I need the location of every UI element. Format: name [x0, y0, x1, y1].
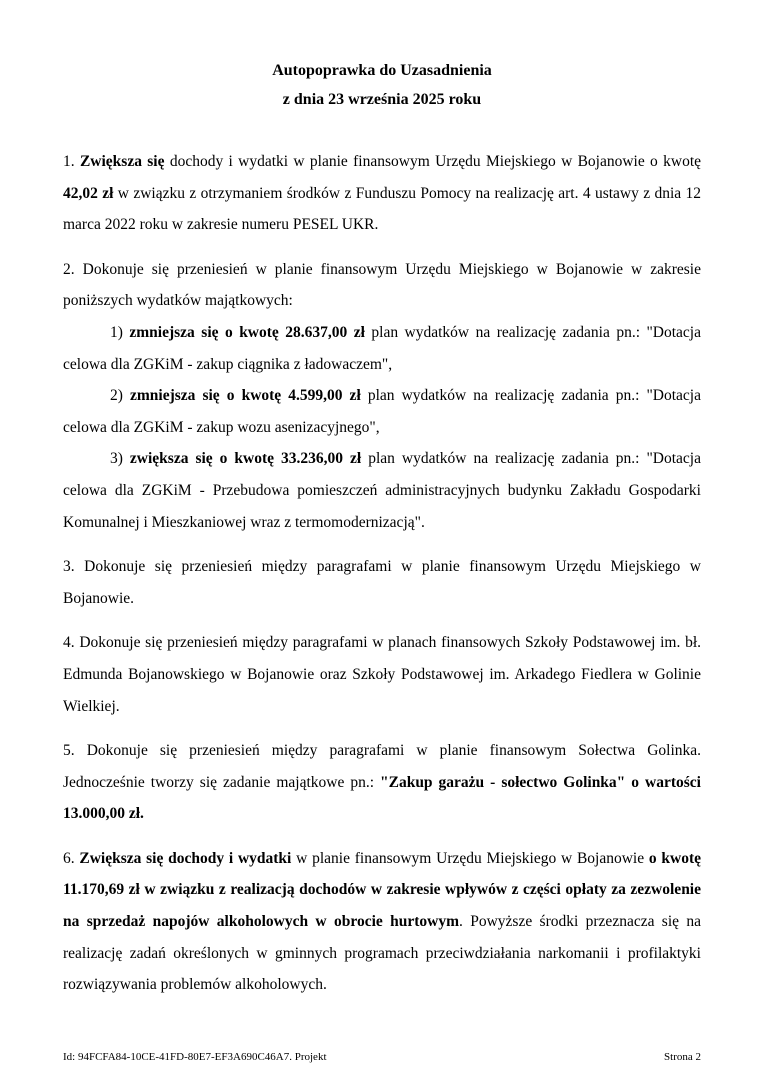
text-run-bold: zmniejsza się o kwotę 4.599,00 zł — [129, 387, 361, 405]
text-run: 3. Dokonuje się przeniesień między paragrafami w planie finansowym Urzędu Miejskiego w Bojanowie. — [63, 558, 701, 607]
text-run: w planie finansowym Urzędu Miejskiego w Bojanowie — [291, 849, 649, 867]
text-run: plan wydatków na realizację zadania pn.: "Dotacja celowa dla ZGKiM - zakup ciągnika z ładowaczem", — [63, 323, 701, 373]
document-content — [63, 56, 701, 1001]
paragraph-6 — [63, 843, 701, 1001]
paragraph-2-intro — [63, 254, 701, 317]
text-run-bold: o kwotę 11.170,69 zł w związku z realizacją dochodów w zakresie wpływów z części opłaty za zezwolenie na sprzedaż napojów alkoholowych w obrocie hurtowym — [63, 849, 702, 931]
text-run-bold: 42,02 zł — [63, 184, 114, 202]
text-run: 2) — [110, 387, 130, 405]
text-run: plan wydatków na realizację zadania pn.: "Dotacja celowa dla ZGKiM - Przebudowa pomieszczeń administracyjnych budynku Zakładu Gospodarki Komunalnej i Mieszkaniowej wraz z termomodernizacją". — [63, 450, 701, 531]
title-line-1: Autopoprawka do Uzasadnienia — [272, 62, 492, 79]
text-run: . Powyższe środki przeznacza się na realizację zadań określonych w gminnych programach przeciwdziałania narkomanii i profilaktyki rozwiązywania problemów alkoholowych. — [63, 913, 702, 994]
text-run: 3) — [110, 450, 130, 468]
text-run-bold: "Zakup garażu - sołectwo Golinka" o wartości 13.000,00 zł. — [63, 773, 701, 823]
page-footer — [63, 1050, 701, 1064]
text-run-bold: zwiększa się o kwotę 33.236,00 zł — [129, 450, 362, 468]
text-run: 1. — [63, 153, 80, 170]
title-line-2: z dnia 23 września 2025 roku — [282, 91, 482, 108]
paragraph-4 — [63, 627, 701, 722]
text-run-bold: Zwiększa się dochody i wydatki — [79, 849, 292, 867]
text-run: 2. Dokonuje się przeniesień w planie finansowym Urzędu Miejskiego w Bojanowie w zakresie poniższych wydatków majątkowych: — [63, 260, 701, 310]
paragraph-1 — [63, 146, 701, 241]
text-run: plan wydatków na realizację zadania pn.: "Dotacja celowa dla ZGKiM - zakup wozu asenizacyjnego", — [63, 387, 701, 436]
text-run: 6. — [63, 849, 80, 867]
text-run: dochody i wydatki w planie finansowym Urzędu Miejskiego w Bojanowie o kwotę — [164, 153, 702, 170]
paragraph-3 — [63, 551, 701, 614]
text-run: w związku z otrzymaniem środków z Funduszu Pomocy na realizację art. 4 ustawy z dnia 12 marca 2022 roku w zakresie numeru PESEL UKR. — [63, 184, 701, 234]
document-title — [63, 56, 701, 114]
text-run-bold: Zwiększa się — [79, 153, 165, 170]
paragraph-2-item-1 — [63, 317, 701, 380]
text-run: 1) — [110, 323, 130, 341]
paragraph-5 — [63, 735, 701, 830]
paragraph-2-item-3 — [63, 443, 701, 538]
document-id: Id: 94FCFA84-10CE-41FD-80E7-EF3A690C46A7. Projekt — [63, 1051, 327, 1063]
text-run: 4. Dokonuje się przeniesień między paragrafami w planach finansowych Szkoły Podstawowej im. bł. Edmunda Bojanowskiego w Bojanowie oraz Szkoły Podstawowej im. Arkadego Fiedlera w Golinie Wielkiej. — [63, 634, 701, 715]
paragraph-2-item-2 — [63, 380, 701, 443]
page-number: Strona 2 — [664, 1051, 701, 1063]
text-run: 5. Dokonuje się przeniesień między paragrafami w planie finansowym Sołectwa Golinka. Jednocześnie tworzy się zadanie majątkowe pn.: — [63, 742, 701, 791]
text-run-bold: zmniejsza się o kwotę 28.637,00 zł — [129, 323, 365, 341]
